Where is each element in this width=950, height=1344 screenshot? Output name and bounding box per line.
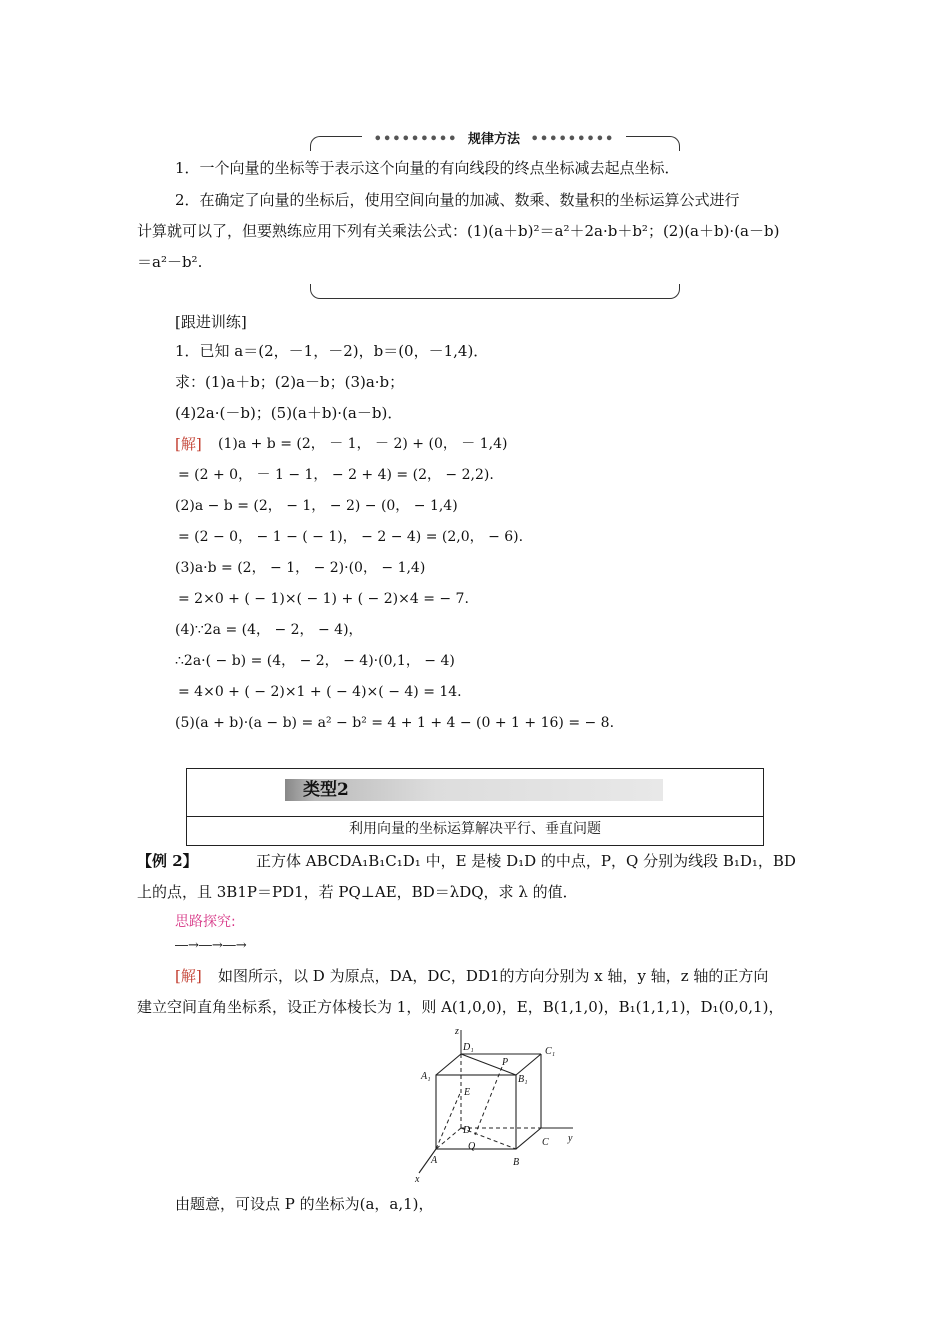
example-line1: 正方体 ABCDA₁B₁C₁D₁ 中，E 是棱 D₁D 的中点，P，Q 分别为线段 B₁D₁，BD: [256, 852, 796, 870]
fig-label: C: [542, 1137, 549, 1148]
solution-line: ∴2a·( − b) = (4， − 2， − 4)·(0,1， − 4): [175, 653, 455, 669]
practice-line: 1．已知 a＝(2，－1，－2)，b＝(0，－1,4)．: [175, 342, 489, 360]
solution-line: (2)a − b = (2， − 1， − 2) − (0， − 1,4): [175, 498, 458, 514]
type-tag: 类型2: [285, 779, 663, 801]
method-banner-bottom: [310, 284, 680, 299]
solution-line: = (2 − 0， − 1 − ( − 1)， − 2 − 4) = (2,0， − 6).: [178, 529, 524, 545]
type-subtitle: 利用向量的坐标运算解决平行、垂直问题: [349, 821, 601, 837]
rule-2-end: ＝a²－b².: [137, 253, 203, 271]
method-banner-title: ••••••••• 规律方法 •••••••••: [310, 128, 678, 147]
fig-label: A₁: [421, 1071, 431, 1082]
example-solution-line: 建立空间直角坐标系，设正方体棱长为 1，则 A(1,0,0)，E，B(1,1,0)，B₁(1,1,1)，D₁(0,0,1)，: [137, 998, 784, 1016]
fig-label: B: [513, 1157, 520, 1168]
example-line2: 上的点，且 3B1P＝PD1，若 PQ⊥AE，BD＝λDQ，求 λ 的值．: [137, 883, 578, 901]
fig-label: D: [463, 1125, 471, 1136]
fig-label: C₁: [545, 1046, 556, 1057]
solution-line: = (2 + 0， － 1 − 1， − 2 + 4) = (2， − 2,2).: [178, 467, 494, 483]
rule-1: 1．一个向量的坐标等于表示这个向量的有向线段的终点坐标减去起点坐标．: [175, 159, 680, 177]
solution-line: (3)a·b = (2， − 1， − 2)·(0， − 1,4): [175, 560, 426, 576]
example-last-line: 由题意，可设点 P 的坐标为(a，a,1)，: [175, 1195, 434, 1213]
solution-line: = 4×0 + ( − 2)×1 + ( − 4)×( − 4) = 14.: [178, 684, 462, 700]
rule-2: 2．在确定了向量的坐标后，使用空间向量的加减、数乘、数量积的坐标运算公式进行: [175, 191, 740, 209]
practice-line: (4)2a·(－b)；(5)(a＋b)·(a－b)．: [175, 404, 403, 422]
fig-label: z: [455, 1026, 459, 1037]
fig-label: A: [431, 1155, 438, 1166]
fig-label: x: [415, 1174, 420, 1185]
example-tag: 【例 2】: [137, 852, 198, 870]
type-box: [186, 768, 764, 846]
solution-line: = 2×0 + ( − 1)×( − 1) + ( − 2)×4 = − 7.: [178, 591, 469, 607]
hint-arrows: ―→―→―→: [175, 938, 247, 953]
fig-label: D₁: [463, 1042, 474, 1053]
fig-label: B₁: [518, 1074, 528, 1085]
hint-label: 思路探究:: [175, 914, 236, 930]
solution-line: (4)∵2a = (4， − 2， − 4)，: [175, 622, 363, 638]
fig-label: P: [502, 1057, 509, 1068]
fig-label: Q: [468, 1141, 476, 1152]
solution-tag: [解]: [175, 435, 202, 453]
example-solution-line: 如图所示，以 D 为原点，DA，DC，DD1的方向分别为 x 轴，y 轴，z 轴的正方向: [218, 967, 769, 985]
rule-2-cont: 计算就可以了，但要熟练应用下列有关乘法公式：(1)(a＋b)²＝a²＋2a·b＋b²；(2)(a＋b)·(a－b): [137, 222, 780, 240]
cube-figure: [405, 1020, 585, 1185]
solution-line: (5)(a + b)·(a − b) = a² − b² = 4 + 1 + 4 − (0 + 1 + 16) = − 8.: [175, 715, 615, 731]
example-solution-tag: [解]: [175, 967, 202, 985]
fig-label: y: [568, 1133, 573, 1144]
fig-label: E: [464, 1087, 471, 1098]
practice-heading: [跟进训练]: [175, 313, 247, 331]
practice-line: 求：(1)a＋b；(2)a－b；(3)a·b；: [175, 373, 405, 391]
solution-line: (1)a + b = (2， － 1， － 2) + (0， － 1,4): [218, 436, 508, 452]
